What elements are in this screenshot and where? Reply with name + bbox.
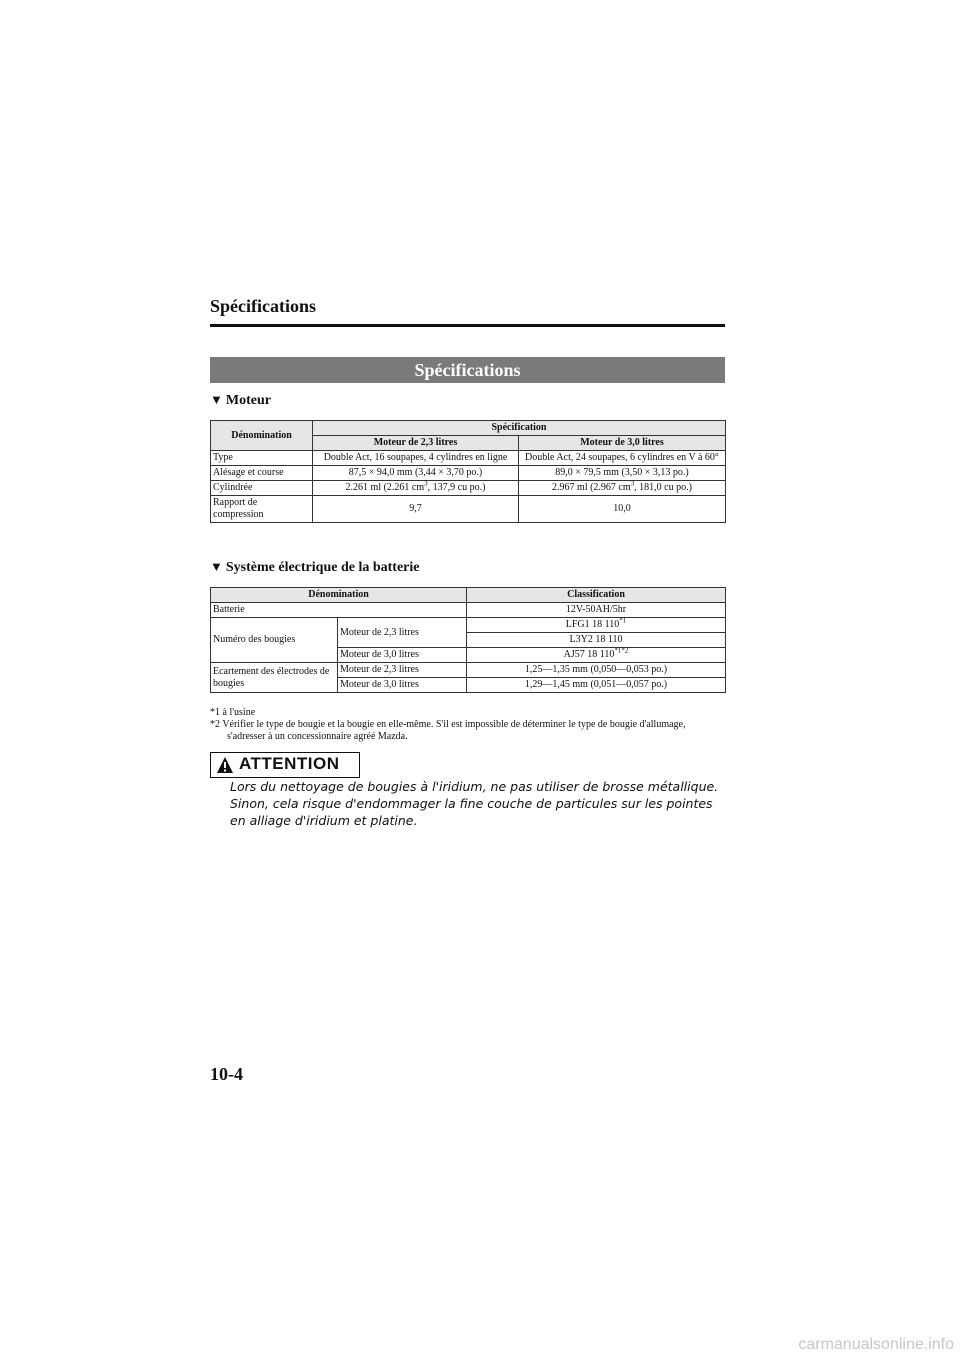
- sub-label: Moteur de 3,0 litres: [338, 648, 467, 663]
- page-number: 10-4: [210, 1064, 243, 1084]
- section-header: Spécifications: [210, 296, 316, 316]
- table-row: [211, 618, 726, 633]
- battery-heading-text: Système électrique de la batterie: [225, 560, 420, 575]
- cell-value: 87,5 × 94,0 mm (3,44 × 3,70 po.): [313, 466, 519, 481]
- row-label: Alésage et course: [211, 466, 313, 481]
- cell-value: 10,0: [519, 496, 726, 523]
- row-label: Cylindrée: [211, 481, 313, 496]
- attention-box: [210, 752, 360, 778]
- engine-table: [210, 420, 726, 523]
- row-label: Rapport de compression: [211, 496, 313, 523]
- row-label: Ecartement des électrodes de bougies: [211, 663, 338, 693]
- warning-triangle-icon: [216, 756, 234, 774]
- sub-label: Moteur de 2,3 litres: [338, 663, 467, 678]
- triangle-down-icon: ▼: [210, 559, 223, 574]
- battery-table: [210, 587, 726, 693]
- sub-label: Moteur de 3,0 litres: [338, 678, 467, 693]
- cell-value: Double Act, 24 soupapes, 6 cylindres en V à 60°: [519, 451, 726, 466]
- footnotes: [210, 707, 725, 743]
- specifications-banner: Spécifications: [210, 357, 725, 383]
- table-row: [211, 663, 726, 678]
- engine-heading: [210, 392, 271, 409]
- row-label: Batterie: [211, 603, 467, 618]
- table-row: [211, 466, 726, 481]
- cell-value: Double Act, 16 soupapes, 4 cylindres en ligne: [313, 451, 519, 466]
- watermark: carmanualsonline.info: [798, 1336, 954, 1353]
- engine-heading-text: Moteur: [225, 393, 271, 408]
- battery-heading: [210, 559, 419, 576]
- cell-value: AJ57 18 $110^{*1*2}$: [467, 648, 726, 663]
- row-label: Numéro des bougies: [211, 618, 338, 663]
- attention-label: ATTENTION: [239, 754, 340, 773]
- footnote-1: *1 à l'usine: [210, 707, 256, 718]
- cell-value: 12V-50AH/5hr: [467, 603, 726, 618]
- sub-label: Moteur de 2,3 litres: [338, 618, 467, 648]
- engine-col-30: Moteur de 3,0 litres: [519, 436, 726, 451]
- table-row: [211, 481, 726, 496]
- footnote-2: *2 Vérifier le type de bougie et la bougie en elle-même. S'il est impossible de déterminer le type de bougie d'allumage, s'adresser à un concessionnaire agréé Mazda.: [210, 719, 686, 742]
- cell-value: 89,0 × 79,5 mm (3,50 × 3,13 po.): [519, 466, 726, 481]
- row-label: Type: [211, 451, 313, 466]
- cell-value: 2.261 ml (2.261 $cm^3$, 137,9 cu po.): [313, 481, 519, 496]
- engine-col-23: Moteur de 2,3 litres: [313, 436, 519, 451]
- table-row: [211, 603, 726, 618]
- attention-text: Lors du nettoyage de bougies à l'iridium, ne pas utiliser de brosse métallique. Sinon, cela risque d'endommager la fine couche de particules sur les pointes en alliage d'iridium et platine.: [230, 779, 719, 828]
- battery-col-denomination: Dénomination: [211, 588, 467, 603]
- cell-value: 2.967 ml (2.967 $cm^3$, 181,0 cu po.): [519, 481, 726, 496]
- cell-value: L3Y2 18 110: [467, 633, 726, 648]
- table-row: [211, 451, 726, 466]
- triangle-down-icon: ▼: [210, 392, 223, 407]
- cell-value: 1,29—1,45 mm (0,051—0,057 po.): [467, 678, 726, 693]
- engine-col-denomination: Dénomination: [211, 421, 313, 451]
- cell-value: LFG1 18 110$^{*1}$: [467, 618, 726, 633]
- cell-value: 9,7: [313, 496, 519, 523]
- table-row: [211, 496, 726, 523]
- header-rule: [210, 324, 725, 327]
- battery-col-classification: Classification: [467, 588, 726, 603]
- engine-col-specification: Spécification: [313, 421, 726, 436]
- cell-value: 1,25—1,35 mm (0,050—0,053 po.): [467, 663, 726, 678]
